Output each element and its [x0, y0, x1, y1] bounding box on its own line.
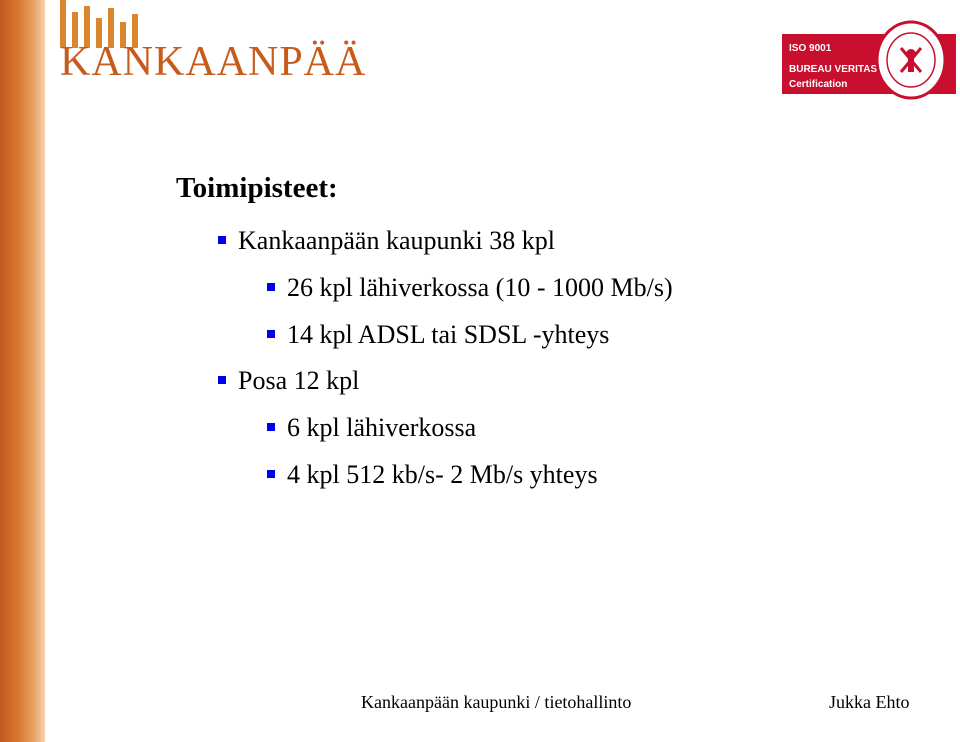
- sub-bullet-item: [267, 273, 673, 303]
- logo-wordmark: KANKAANPÄÄ: [60, 39, 367, 85]
- bullet-text: 6 kpl lähiverkossa: [287, 413, 477, 442]
- footer-author: Jukka Ehto: [829, 692, 910, 712]
- bullet-item: [218, 226, 555, 256]
- bullet-square-icon: [267, 330, 275, 338]
- cert-iso-label: ISO 9001: [789, 43, 832, 54]
- sub-bullet-item: [267, 413, 476, 443]
- kankaanpaa-logo: [58, 0, 378, 95]
- bullet-square-icon: [218, 236, 226, 244]
- slide-title: Toimipisteet:: [176, 172, 338, 204]
- cert-sub-label: Certification: [789, 79, 848, 90]
- bullet-text: Kankaanpään kaupunki 38 kpl: [238, 226, 555, 255]
- decorative-side-bar: [0, 0, 45, 742]
- bullet-text: Posa 12 kpl: [238, 366, 360, 395]
- bullet-item: [218, 366, 359, 396]
- footer-organization: Kankaanpään kaupunki / tietohallinto: [361, 692, 632, 712]
- bullet-square-icon: [267, 423, 275, 431]
- bullet-square-icon: [267, 283, 275, 291]
- bureau-veritas-seal-icon: [875, 20, 947, 100]
- bullet-square-icon: [218, 376, 226, 384]
- bullet-text: 14 kpl ADSL tai SDSL -yhteys: [287, 320, 610, 349]
- cert-name-label: BUREAU VERITAS: [789, 64, 878, 75]
- bullet-text: 4 kpl 512 kb/s- 2 Mb/s yhteys: [287, 460, 598, 489]
- bullet-text: 26 kpl lähiverkossa (10 - 1000 Mb/s): [287, 273, 673, 302]
- bullet-square-icon: [267, 470, 275, 478]
- sub-bullet-item: [267, 320, 609, 350]
- sub-bullet-item: [267, 460, 598, 490]
